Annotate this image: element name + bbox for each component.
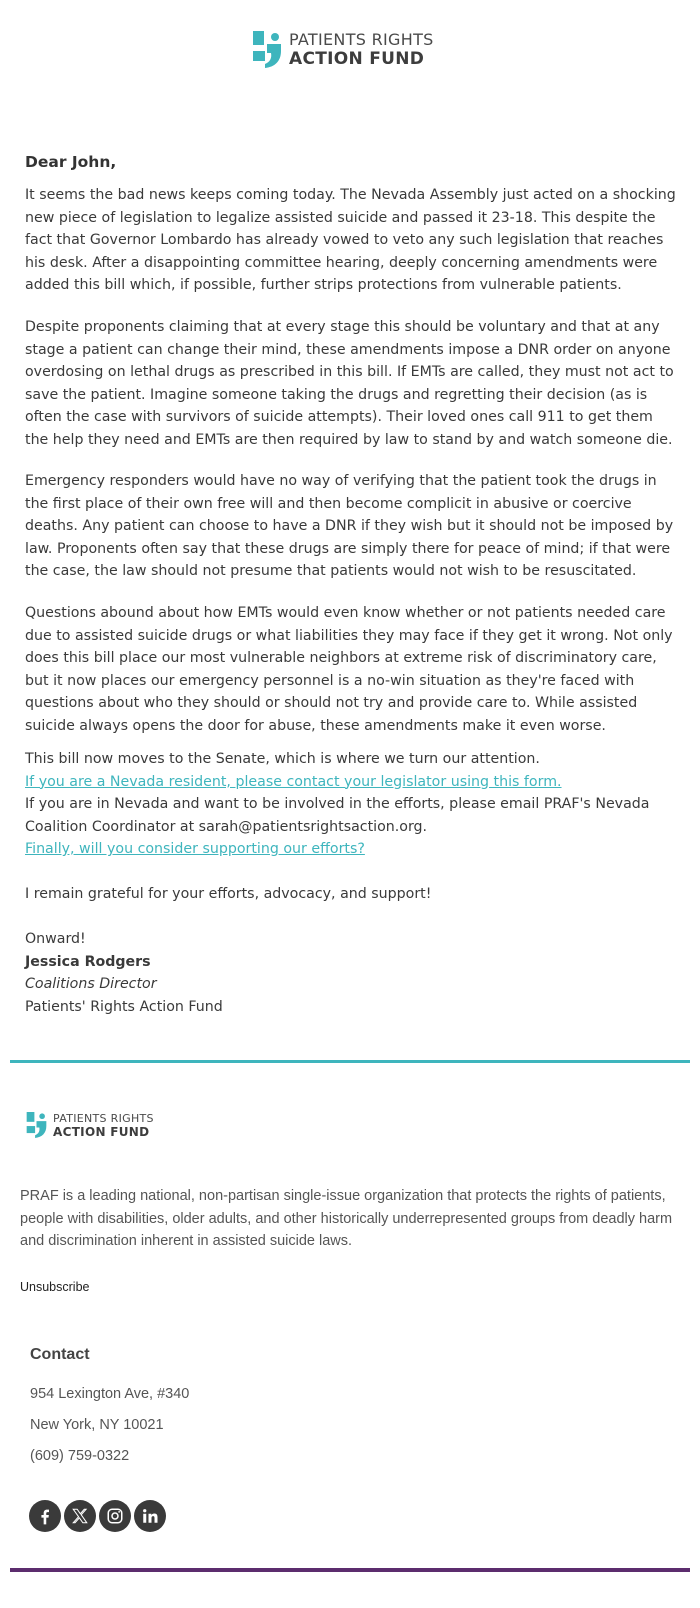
paragraph-2: Despite proponents claiming that at every stage this should be voluntary and that at any stage a patient can change their mind, these amendments impose a DNR order on anyone overdosing on lethal drugs as prescribed in this bill. If EMTs are called, they must not act to save the patient. Imagine someone taking the drugs and regretting their decision (as is often the case with survivors of suicide attempts). Their loved ones call 911 to get them the help they need and EMTs are then required by law to stand by and watch someone die.: [25, 319, 674, 448]
support-link[interactable]: Finally, will you consider supporting our efforts?: [25, 841, 365, 857]
contact-legislator-link[interactable]: If you are a Nevada resident, please contact your legislator using this form.: [25, 773, 562, 790]
signer-org: Patients' Rights Action Fund: [25, 998, 223, 1015]
instagram-icon[interactable]: [99, 1500, 131, 1532]
paragraph-3: Emergency responders would have no way of verifying that the patient took the drugs in the first place of their own free will and then become complicit in abusive or coercive deaths. Any patient can choose to have a DNR if they wish but it should not be imposed by law. Proponents often say that these drugs are simply there for peace of mind; if that were the case, the law should not presume that patients would not wish to be resuscitated.: [25, 473, 674, 579]
address-line-1: 954 Lexington Ave, #340: [30, 1386, 190, 1402]
closing-block: [25, 748, 680, 1018]
signer-title: Coalitions Director: [25, 976, 157, 992]
praf-logo-icon: [253, 31, 281, 68]
involve-line: If you are in Nevada and want to be involved in the efforts, please email PRAF's Nevada Coalition Coordinator at sarah@patientsrightsaction.org.: [25, 796, 650, 835]
praf-logo-icon: [26, 1112, 47, 1138]
footer-logo-line-2: ACTION FUND: [53, 1124, 150, 1139]
footer-divider: [10, 1568, 690, 1572]
signer-name: Jessica Rodgers: [25, 953, 151, 970]
paragraph-4: Questions abound about how EMTs would even know whether or not patients needed care due to assisted suicide drugs or what liabilities they may face if they get it wrong. Not only does this bill place our most vulnerable neighbors at extreme risk of discriminatory care, but it now places our emergency personnel is a no-win situation as they're faced with questions about who they should or should not try and provide care to. While assisted suicide always opens the door for abuse, these amendments make it even worse.: [25, 605, 673, 734]
header-logo[interactable]: [253, 31, 434, 68]
section-divider: [10, 1060, 690, 1063]
logo-line-2: ACTION FUND: [289, 48, 425, 69]
paragraph-1: It seems the bad news keeps coming today. The Nevada Assembly just acted on a shocking new piece of legislation to legalize assisted suicide and passed it 23-18. This despite the fact that Governor Lombardo has already vowed to veto any such legislation that reaches his desk. After a disappointing committee hearing, deeply concerning amendments were added this bill which, if possible, further strips protections from vulnerable patients.: [25, 187, 676, 293]
facebook-icon[interactable]: [29, 1500, 61, 1532]
address-line-2: New York, NY 10021: [30, 1417, 164, 1433]
x-icon[interactable]: [64, 1500, 96, 1532]
linkedin-icon[interactable]: [134, 1500, 166, 1532]
unsubscribe-link[interactable]: Unsubscribe: [20, 1280, 90, 1294]
social-links: [29, 1500, 166, 1532]
org-description: PRAF is a leading national, non-partisan single-issue organization that protects the rights of patients, people with disabilities, older adults, and other historically underrepresented groups from deadly harm and discrimination inherent in assisted suicide laws.: [20, 1188, 673, 1249]
greeting: Dear John,: [25, 153, 117, 171]
contact-heading: Contact: [30, 1346, 90, 1363]
logo-line-1: PATIENTS RIGHTS: [289, 29, 434, 49]
senate-line: This bill now moves to the Senate, which is where we turn our attention.: [25, 751, 540, 767]
phone-number: (609) 759-0322: [30, 1448, 130, 1464]
footer-logo[interactable]: [26, 1112, 154, 1138]
signoff: Onward!: [25, 931, 86, 947]
footer-logo-line-1: PATIENTS RIGHTS: [53, 1111, 154, 1125]
grateful-line: I remain grateful for your efforts, advocacy, and support!: [25, 886, 432, 902]
